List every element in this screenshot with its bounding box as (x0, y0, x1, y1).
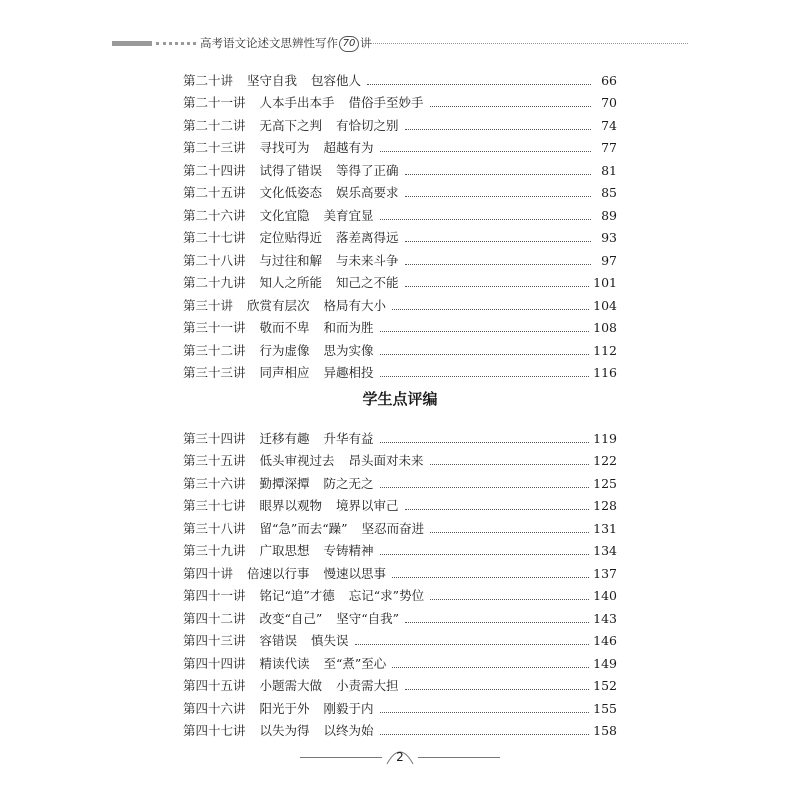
toc-entry-title-first: 文化低姿态 (259, 185, 323, 200)
table-of-contents-part1 (183, 66, 617, 381)
toc-entry-number: 第二十二讲 (183, 117, 246, 133)
toc-entry-title-first: 阳光于外 (259, 700, 310, 716)
toc-entry-title-second: 境界以审己 (336, 498, 399, 513)
toc-entry-leader (430, 532, 589, 533)
toc-entry-leader (430, 464, 590, 465)
toc-entry-leader (392, 577, 589, 578)
toc-entry (183, 694, 617, 717)
table-of-contents-part2 (183, 424, 617, 739)
toc-entry-title-second: 格局有大小 (323, 297, 387, 313)
toc-entry-title-second: 以终为始 (323, 723, 374, 738)
toc-entry-leader (380, 442, 590, 443)
toc-entry-leader (367, 84, 591, 85)
toc-entry-page: 149 (593, 655, 617, 671)
toc-entry (183, 492, 617, 515)
toc-entry-page: 85 (601, 185, 617, 200)
toc-entry-title-second: 升华有益 (323, 430, 374, 446)
toc-entry-title-second: 知己之不能 (336, 275, 399, 290)
toc-entry-title-first: 人本手出本手 (259, 95, 335, 110)
header-title-number: 70 (339, 36, 359, 52)
toc-entry-title-second: 落差离得远 (336, 230, 399, 245)
toc-entry-title-first: 行为虚像 (259, 342, 310, 358)
toc-entry (183, 559, 617, 582)
toc-entry-title-second: 小责需大担 (336, 678, 399, 693)
toc-entry-page: 128 (593, 498, 617, 513)
toc-entry-number: 第四十七讲 (183, 723, 246, 738)
toc-entry-number: 第二十六讲 (183, 207, 246, 223)
toc-entry-leader (405, 129, 591, 130)
toc-entry (183, 291, 617, 314)
toc-entry-page: 89 (601, 207, 617, 223)
toc-entry-number: 第三十三讲 (183, 365, 246, 380)
toc-entry-number: 第二十七讲 (183, 230, 246, 245)
toc-entry-title-second: 娱乐高要求 (336, 185, 399, 200)
toc-entry-leader (405, 196, 591, 197)
toc-entry-leader (392, 309, 589, 310)
toc-entry-number: 第四十二讲 (183, 610, 246, 626)
toc-entry-page: 101 (593, 275, 617, 290)
toc-entry-leader (405, 241, 591, 242)
toc-entry-title-second: 思为实像 (323, 342, 374, 358)
toc-entry (183, 269, 617, 292)
toc-entry-page: 66 (601, 72, 617, 88)
toc-entry-number: 第三十七讲 (183, 498, 246, 513)
header-title (200, 34, 372, 52)
toc-entry-title-second: 忘记“求”势位 (348, 588, 425, 603)
toc-entry-page: 119 (593, 430, 617, 446)
toc-entry (183, 537, 617, 560)
toc-entry-title-second: 专铸精神 (323, 543, 374, 558)
toc-entry-title-second: 至“煮”至心 (323, 655, 387, 671)
toc-entry (183, 314, 617, 337)
toc-entry-page: 140 (593, 588, 617, 603)
toc-entry-title-first: 欣赏有层次 (247, 297, 310, 313)
toc-entry-title-second: 包容他人 (311, 72, 362, 88)
toc-entry-number: 第四十一讲 (183, 588, 246, 603)
toc-entry-page: 70 (601, 95, 617, 110)
toc-entry-title-second: 和而为胜 (323, 320, 374, 335)
toc-entry-title-first: 文化宜隐 (259, 207, 310, 223)
toc-entry-leader (380, 376, 590, 377)
toc-entry-leader (405, 264, 591, 265)
toc-entry (183, 201, 617, 224)
toc-entry-page: 97 (601, 252, 617, 268)
toc-entry-leader (405, 509, 590, 510)
toc-entry-title-first: 敬而不卑 (259, 320, 310, 335)
toc-entry (183, 359, 617, 382)
toc-entry-title-first: 精读代读 (259, 655, 310, 671)
toc-entry-page: 93 (601, 230, 617, 245)
toc-entry-title-first: 眼界以观物 (259, 498, 323, 513)
toc-entry-number: 第二十三讲 (183, 140, 246, 155)
toc-entry-number: 第四十讲 (183, 565, 234, 581)
header-bar-decoration (112, 41, 152, 46)
toc-entry-title-first: 改变“自己” (259, 610, 323, 626)
toc-entry-title-first: 与过往和解 (259, 252, 323, 268)
toc-entry-number: 第二十九讲 (183, 275, 246, 290)
toc-entry-leader (380, 712, 590, 713)
footer-rule-right (418, 757, 500, 758)
toc-entry-page: 81 (601, 162, 617, 178)
toc-entry-title-second: 超越有为 (323, 140, 374, 155)
toc-entry-page: 125 (593, 475, 617, 491)
toc-entry (183, 336, 617, 359)
toc-entry-page: 77 (601, 140, 617, 155)
toc-entry-leader (380, 354, 590, 355)
toc-entry-title-first: 低头审视过去 (259, 453, 335, 468)
toc-entry-title-second: 美育宜显 (323, 207, 374, 223)
toc-entry-title-second: 与未来斗争 (336, 252, 399, 268)
toc-entry-number: 第二十五讲 (183, 185, 246, 200)
toc-entry-title-second: 防之无之 (323, 475, 374, 491)
toc-entry-page: 122 (593, 453, 617, 468)
toc-entry-leader (405, 622, 589, 623)
running-header (112, 34, 688, 54)
toc-entry-title-first: 倍速以行事 (247, 565, 310, 581)
toc-entry-number: 第二十八讲 (183, 252, 246, 268)
toc-entry (183, 649, 617, 672)
section-title: 学生点评编 (362, 390, 438, 408)
toc-entry-page: 155 (593, 700, 617, 716)
toc-entry-title-second: 昂头面对未来 (348, 453, 424, 468)
toc-entry-title-first: 迁移有趣 (259, 430, 310, 446)
toc-entry (183, 179, 617, 202)
toc-entry (183, 66, 617, 89)
toc-entry-title-first: 同声相应 (259, 365, 310, 380)
toc-entry-number: 第二十一讲 (183, 95, 246, 110)
toc-entry-title-second: 有恰切之别 (336, 117, 399, 133)
toc-entry-leader (380, 331, 590, 332)
toc-entry-page: 104 (593, 297, 617, 313)
toc-entry-number: 第四十六讲 (183, 700, 246, 716)
toc-entry-number: 第三十六讲 (183, 475, 246, 491)
toc-entry-page: 143 (593, 610, 617, 626)
toc-entry (183, 717, 617, 740)
toc-entry-leader (430, 106, 591, 107)
toc-entry-leader (405, 689, 590, 690)
toc-entry-leader (380, 151, 591, 152)
toc-entry-number: 第三十讲 (183, 297, 234, 313)
toc-entry (183, 89, 617, 112)
toc-entry (183, 134, 617, 157)
toc-entry-title-first: 小题需大做 (259, 678, 323, 693)
toc-entry-page: 131 (593, 520, 617, 536)
toc-entry-number: 第三十四讲 (183, 430, 246, 446)
page-number: 2 (396, 750, 404, 764)
toc-entry (183, 514, 617, 537)
header-dotted-rule (362, 43, 688, 44)
toc-entry-leader (380, 487, 590, 488)
toc-entry-leader (392, 667, 589, 668)
toc-entry-number: 第四十五讲 (183, 678, 246, 693)
toc-entry-number: 第三十五讲 (183, 453, 246, 468)
toc-entry-title-first: 无高下之判 (259, 117, 323, 133)
toc-entry-number: 第三十二讲 (183, 342, 246, 358)
toc-entry-title-second: 异趣相投 (323, 365, 374, 380)
toc-entry-number: 第二十四讲 (183, 162, 246, 178)
toc-entry-page: 134 (593, 543, 617, 558)
toc-entry-leader (430, 599, 589, 600)
toc-entry-number: 第三十九讲 (183, 543, 246, 558)
toc-entry (183, 424, 617, 447)
toc-entry-page: 158 (593, 723, 617, 738)
toc-entry (183, 627, 617, 650)
toc-entry-title-first: 以失为得 (259, 723, 310, 738)
toc-entry-number: 第三十八讲 (183, 520, 246, 536)
toc-entry-title-first: 知人之所能 (259, 275, 323, 290)
toc-entry-title-first: 试得了错误 (259, 162, 323, 178)
toc-entry-leader (405, 286, 590, 287)
toc-entry-page: 137 (593, 565, 617, 581)
toc-entry-leader (405, 174, 591, 175)
toc-entry-page: 152 (593, 678, 617, 693)
toc-entry-page: 108 (593, 320, 617, 335)
toc-entry (183, 447, 617, 470)
toc-entry (183, 111, 617, 134)
toc-entry-title-first: 勤撢深撢 (259, 475, 310, 491)
toc-entry-page: 146 (593, 633, 617, 648)
toc-entry-title-second: 坚守“自我” (336, 610, 400, 626)
toc-entry-number: 第二十讲 (183, 72, 234, 88)
toc-entry-page: 112 (593, 342, 617, 358)
toc-entry (183, 156, 617, 179)
toc-entry-title-first: 坚守自我 (247, 72, 298, 88)
toc-entry (183, 672, 617, 695)
toc-entry-title-first: 铭记“追”才德 (259, 588, 335, 603)
toc-entry-title-second: 慢速以思事 (323, 565, 387, 581)
header-dots-decoration (156, 42, 196, 45)
toc-entry-number: 第三十一讲 (183, 320, 246, 335)
toc-entry-title-second: 借俗手至妙手 (348, 95, 424, 110)
toc-entry-leader (380, 734, 590, 735)
toc-entry-leader (380, 554, 590, 555)
header-title-prefix: 高考语文论述文思辨性写作 (200, 36, 338, 50)
toc-entry-title-second: 等得了正确 (336, 162, 399, 178)
toc-entry-title-first: 留“急”而去“躁” (259, 520, 348, 536)
toc-entry-page: 116 (593, 365, 617, 380)
toc-entry (183, 582, 617, 605)
toc-entry-title-first: 容错误 (259, 633, 298, 648)
toc-entry-title-second: 慎失误 (311, 633, 349, 648)
toc-entry-title-second: 坚忍而奋进 (361, 520, 425, 536)
toc-entry-title-second: 刚毅于内 (323, 700, 374, 716)
toc-entry-title-first: 寻找可为 (259, 140, 310, 155)
header-title-suffix: 讲 (360, 36, 372, 50)
toc-entry (183, 469, 617, 492)
toc-entry (183, 604, 617, 627)
toc-entry (183, 224, 617, 247)
toc-entry-page: 74 (601, 117, 617, 133)
toc-entry-leader (380, 219, 591, 220)
toc-entry-number: 第四十四讲 (183, 655, 246, 671)
page-footer (0, 742, 800, 772)
footer-rule-left (300, 757, 382, 758)
toc-entry-number: 第四十三讲 (183, 633, 246, 648)
toc-entry-leader (355, 644, 590, 645)
toc-entry-title-first: 广取思想 (259, 543, 310, 558)
toc-entry-title-first: 定位贴得近 (259, 230, 323, 245)
toc-entry (183, 246, 617, 269)
